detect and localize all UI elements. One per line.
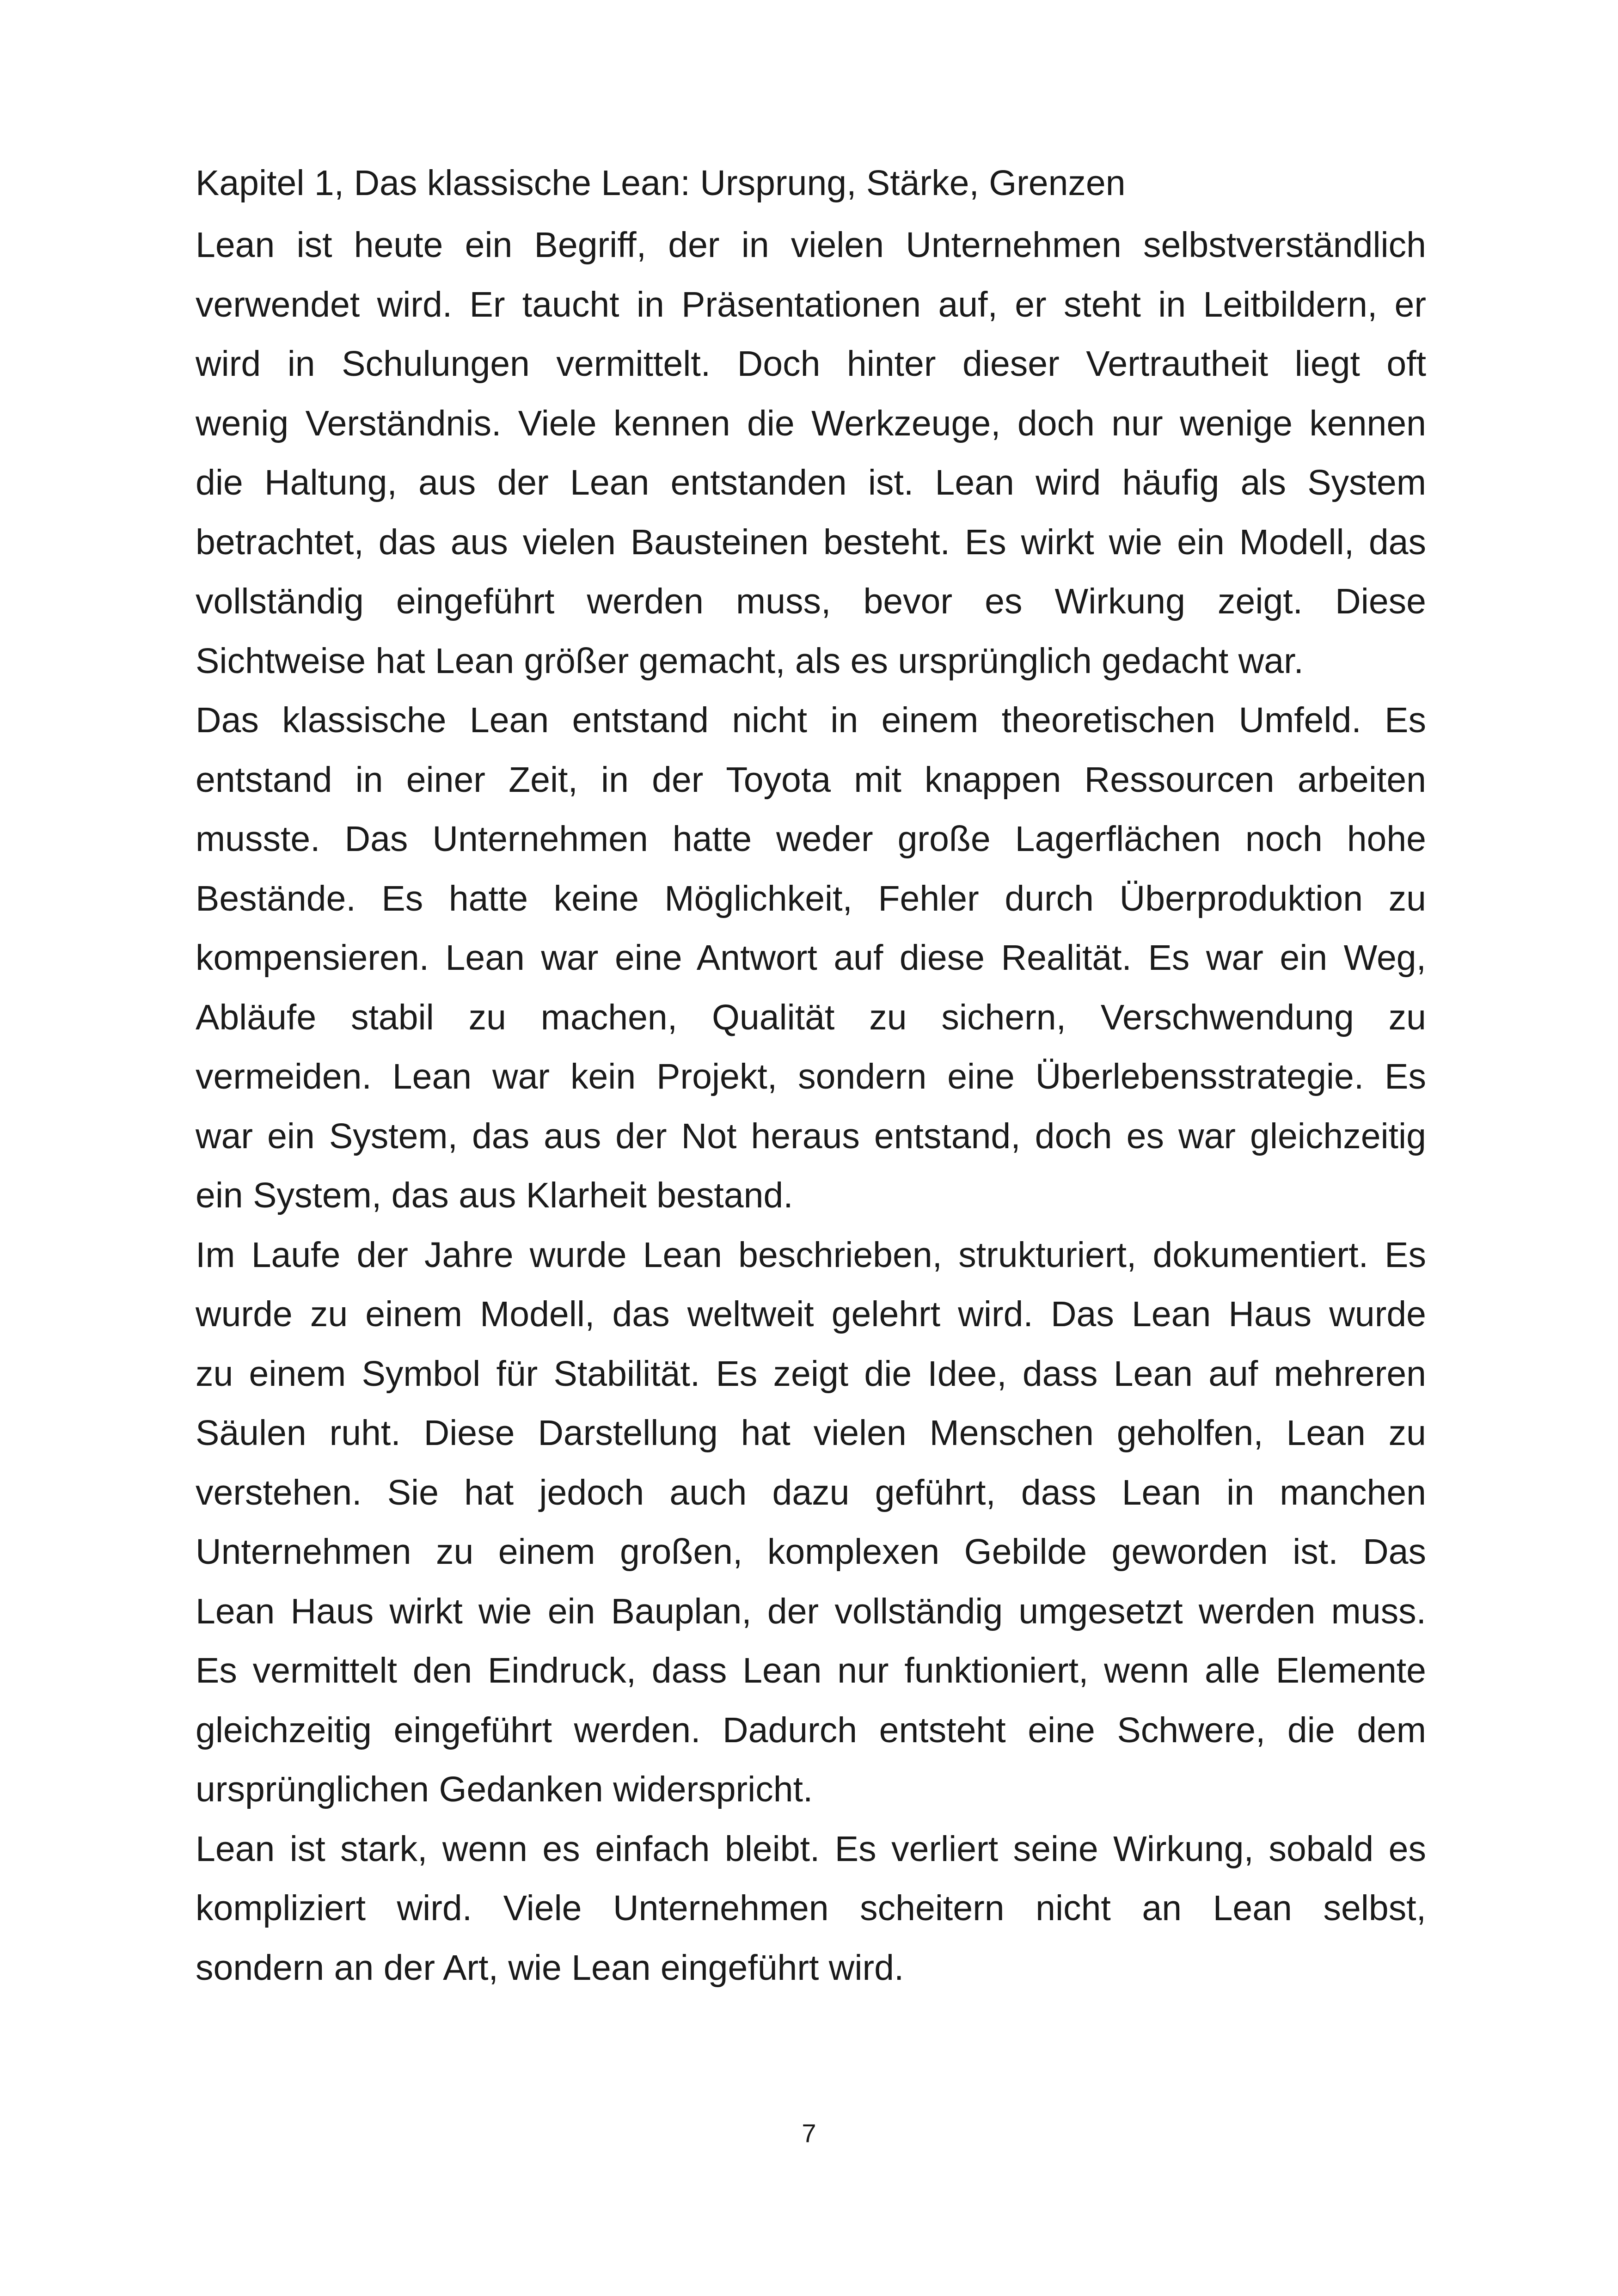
text-line: Lean ist stark, wenn es einfach bleibt. Es verliert seine Wirkung, sobald es: [196, 1829, 1426, 1869]
chapter-title: Kapitel 1, Das klassische Lean: Ursprung, Stärke, Grenzen: [196, 163, 1126, 203]
paragraph: [196, 1225, 1426, 1819]
text-line: vermeiden. Lean war kein Projekt, sondern eine Überlebensstrategie. Es: [196, 1057, 1426, 1096]
text-line: musste. Das Unternehmen hatte weder große Lagerflächen noch hohe: [196, 819, 1426, 859]
text-line: kompliziert wird. Viele Unternehmen scheitern nicht an Lean selbst,: [196, 1888, 1426, 1928]
text-line: verstehen. Sie hat jedoch auch dazu geführt, dass Lean in manchen: [196, 1472, 1426, 1512]
text-line: betrachtet, das aus vielen Bausteinen besteht. Es wirkt wie ein Modell, das: [196, 522, 1426, 562]
text-line: vollständig eingeführt werden muss, bevor es Wirkung zeigt. Diese: [196, 582, 1426, 621]
text-line: Es vermittelt den Eindruck, dass Lean nur funktioniert, wenn alle Elemente: [196, 1651, 1426, 1690]
paragraph: [196, 1819, 1426, 1998]
text-line: entstand in einer Zeit, in der Toyota mit knappen Ressourcen arbeiten: [196, 759, 1426, 800]
text-line: wurde zu einem Modell, das weltweit gelehrt wird. Das Lean Haus wurde: [196, 1294, 1426, 1334]
text-line: Lean ist heute ein Begriff, der in vielen Unternehmen selbstverständlich: [196, 225, 1426, 265]
text-line: kompensieren. Lean war eine Antwort auf diese Realität. Es war ein Weg,: [196, 938, 1426, 978]
text-line: Bestände. Es hatte keine Möglichkeit, Fehler durch Überproduktion zu: [196, 878, 1426, 918]
text-line: zu einem Symbol für Stabilität. Es zeigt die Idee, dass Lean auf mehreren: [196, 1353, 1426, 1394]
text-line: Säulen ruht. Diese Darstellung hat vielen Menschen geholfen, Lean zu: [196, 1413, 1426, 1453]
text-line: wenig Verständnis. Viele kennen die Werkzeuge, doch nur wenige kennen: [196, 403, 1426, 443]
text-line: war ein System, das aus der Not heraus entstand, doch es war gleichzeitig: [196, 1116, 1426, 1156]
text-line: verwendet wird. Er taucht in Präsentationen auf, er steht in Leitbildern, er: [196, 284, 1426, 325]
text-line: Das klassische Lean entstand nicht in einem theoretischen Umfeld. Es: [196, 700, 1426, 740]
text-line: die Haltung, aus der Lean entstanden ist. Lean wird häufig als System: [196, 463, 1426, 502]
text-line: ein System, das aus Klarheit bestand.: [196, 1176, 793, 1215]
text-line: Abläufe stabil zu machen, Qualität zu sichern, Verschwendung zu: [196, 997, 1426, 1037]
page-number: 7: [802, 2118, 816, 2148]
text-line: Sichtweise hat Lean größer gemacht, als es ursprünglich gedacht war.: [196, 641, 1304, 681]
body-text: [196, 215, 1426, 1997]
text-line: Lean Haus wirkt wie ein Bauplan, der vollständig umgesetzt werden muss.: [196, 1591, 1426, 1631]
page-content: [196, 153, 1426, 1997]
paragraph: [196, 691, 1426, 1225]
text-line: Im Laufe der Jahre wurde Lean beschrieben, strukturiert, dokumentiert. Es: [196, 1235, 1426, 1275]
text-line: Unternehmen zu einem großen, komplexen Gebilde geworden ist. Das: [196, 1532, 1426, 1572]
text-line: ursprünglichen Gedanken widerspricht.: [196, 1769, 813, 1809]
paragraph: [196, 215, 1426, 691]
text-line: wird in Schulungen vermittelt. Doch hinter dieser Vertrautheit liegt oft: [196, 344, 1426, 384]
text-line: sondern an der Art, wie Lean eingeführt wird.: [196, 1947, 904, 1988]
text-line: gleichzeitig eingeführt werden. Dadurch entsteht eine Schwere, die dem: [196, 1710, 1426, 1750]
